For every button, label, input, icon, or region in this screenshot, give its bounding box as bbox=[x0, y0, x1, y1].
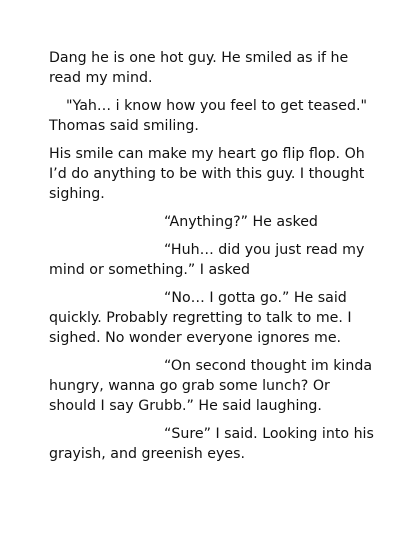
paragraph-4: “Anything?” He asked bbox=[164, 214, 318, 230]
paragraph-3: His smile can make my heart go flip flop. Oh I’d do anything to be with this guy. I thought sighing. bbox=[49, 146, 365, 202]
document-body bbox=[49, 48, 379, 472]
paragraph-1: Dang he is one hot guy. He smiled as if he read my mind. bbox=[49, 50, 349, 86]
paragraph-2: "Yah… i know how you feel to get teased." Thomas said smiling. bbox=[49, 98, 368, 134]
paragraph-7: “On second thought im kinda hungry, wanna go grab some lunch? Or should I say Grubb.” He said laughing. bbox=[49, 358, 373, 414]
paragraph-5: “Huh… did you just read my mind or something.” I asked bbox=[49, 242, 365, 278]
paragraph-8: “Sure” I said. Looking into his grayish, and greenish eyes. bbox=[49, 426, 374, 462]
paragraph-6: “No… I gotta go.” He said quickly. Probably regretting to talk to me. I sighed. No wonder everyone ignores me. bbox=[49, 290, 352, 346]
